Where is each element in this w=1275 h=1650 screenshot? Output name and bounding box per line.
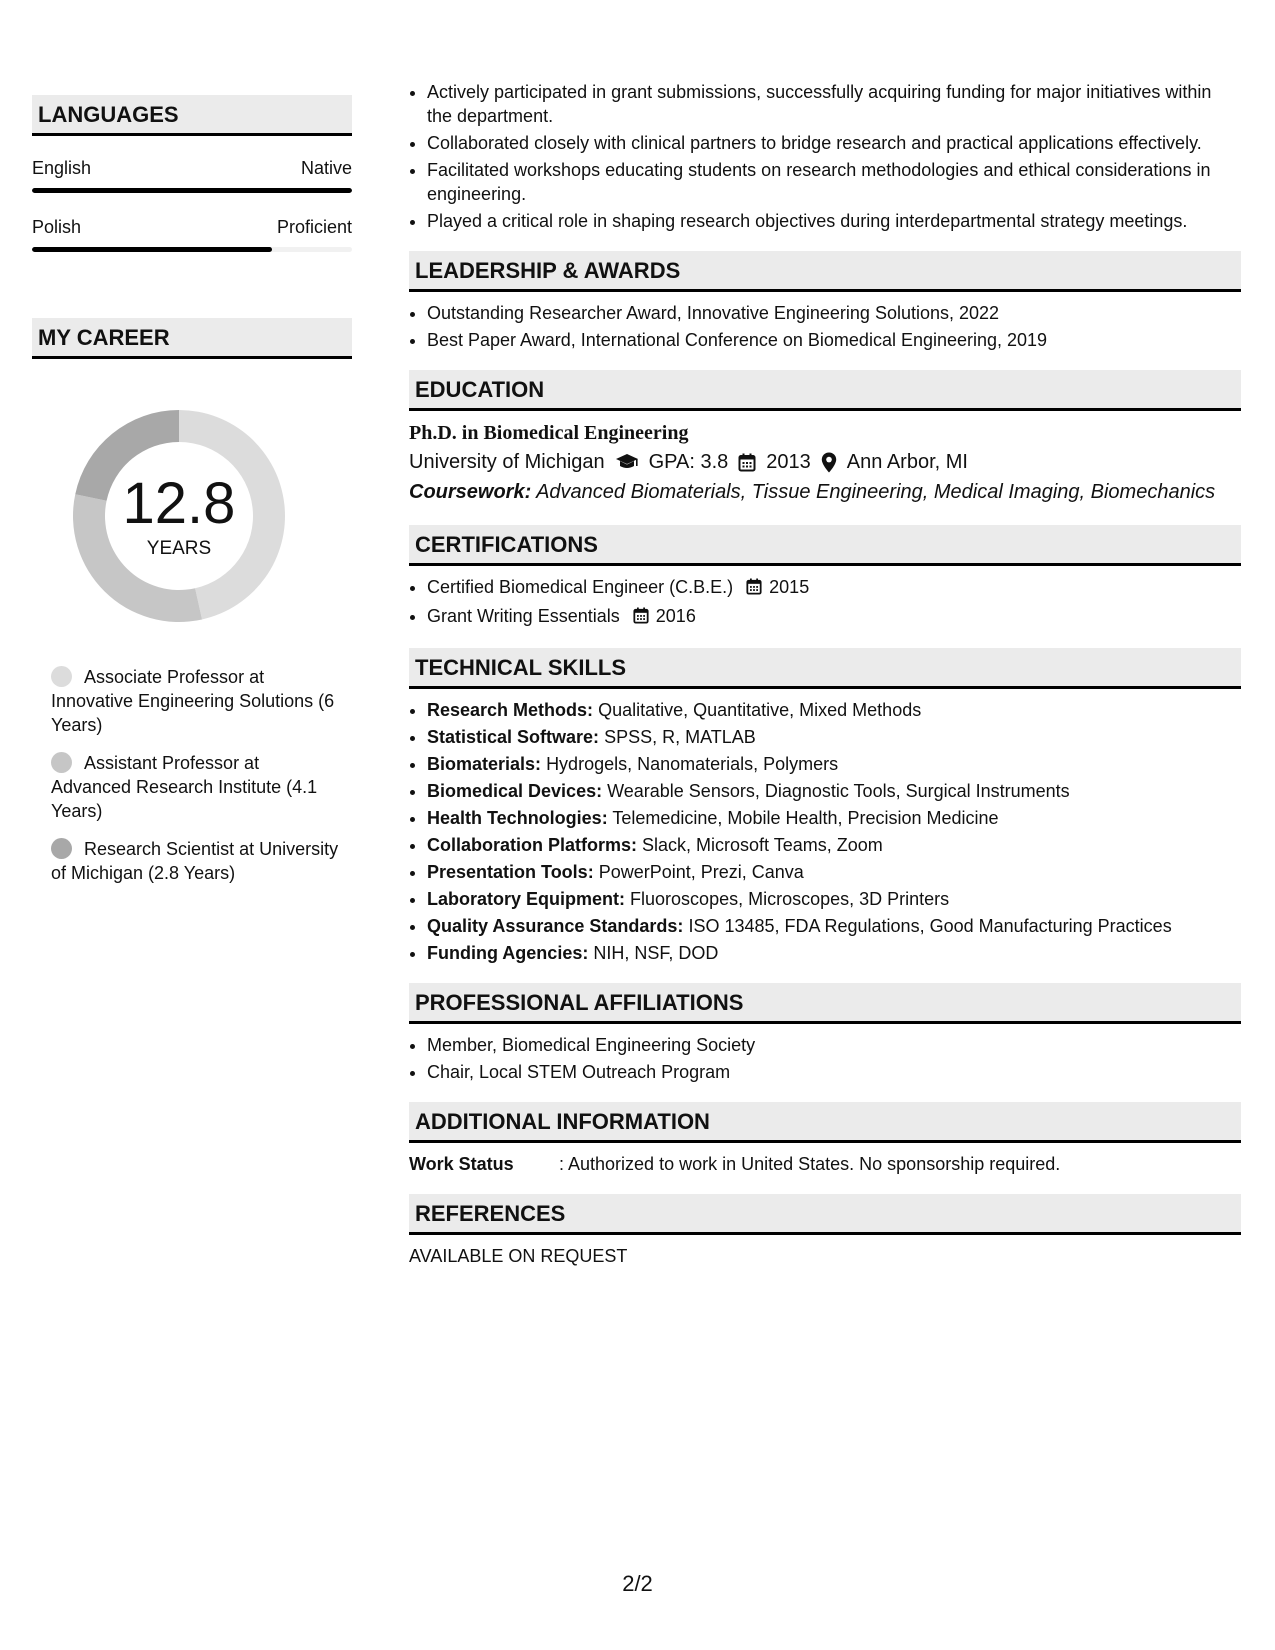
- languages-list: [32, 156, 352, 252]
- legend-item: [51, 837, 341, 885]
- certification-name: Certified Biomedical Engineer (C.B.E.): [427, 577, 734, 597]
- language-level: Native: [300, 158, 352, 178]
- skill-label: Quality Assurance Standards:: [427, 916, 684, 936]
- education-section: [409, 370, 1241, 507]
- skill-value: ISO 13485, FDA Regulations, Good Manufacturing Practices: [688, 916, 1172, 936]
- skill-label: Collaboration Platforms:: [427, 835, 638, 855]
- skill-item: [427, 725, 1241, 749]
- skill-item: [427, 779, 1241, 803]
- language-name: Polish: [32, 217, 82, 237]
- career-title: MY CAREER: [32, 318, 352, 359]
- skill-value: Slack, Microsoft Teams, Zoom: [642, 835, 883, 855]
- education-title: EDUCATION: [409, 370, 1241, 411]
- legend-dot: [51, 752, 72, 773]
- skills-list: [409, 698, 1241, 965]
- skill-value: Wearable Sensors, Diagnostic Tools, Surgical Instruments: [607, 781, 1070, 801]
- affiliation-item: • Member, Biomedical Engineering Society: [427, 1033, 1241, 1057]
- references-text: AVAILABLE ON REQUEST: [409, 1246, 628, 1266]
- skill-item: [427, 887, 1241, 911]
- skill-value: Hydrogels, Nanomaterials, Polymers: [546, 754, 839, 774]
- language-level: Proficient: [276, 217, 352, 237]
- language-proficiency-fill: [32, 247, 272, 252]
- additional-section: [409, 1102, 1241, 1176]
- skill-value: Telemedicine, Mobile Health, Precision Medicine: [612, 808, 999, 828]
- leadership-title: LEADERSHIP & AWARDS: [409, 251, 1241, 292]
- left-column: [32, 95, 352, 899]
- language-proficiency-bar: [32, 247, 352, 252]
- languages-section: [32, 95, 352, 252]
- skill-item: [427, 860, 1241, 884]
- donut-center: [66, 471, 292, 561]
- additional-title: ADDITIONAL INFORMATION: [409, 1102, 1241, 1143]
- language-proficiency-bar: [32, 188, 352, 193]
- page-number: 2/2: [622, 1571, 653, 1596]
- calendar-icon: [746, 577, 762, 601]
- skill-item: [427, 941, 1241, 965]
- skill-label: Biomedical Devices:: [427, 781, 603, 801]
- skill-label: Laboratory Equipment:: [427, 889, 626, 909]
- experience-bullets: [409, 80, 1241, 233]
- work-status-value: : Authorized to work in United States. No sponsorship required.: [559, 1154, 1061, 1174]
- legend-item: [51, 665, 341, 737]
- experience-bullet: • Played a critical role in shaping research objectives during interdepartmental strategy meetings.: [427, 209, 1241, 233]
- skill-value: Qualitative, Quantitative, Mixed Methods: [598, 700, 922, 720]
- leadership-section: [409, 251, 1241, 352]
- skill-item: [427, 698, 1241, 722]
- work-status-label: Work Status: [409, 1154, 514, 1174]
- calendar-icon: [633, 606, 649, 630]
- skill-value: Fluoroscopes, Microscopes, 3D Printers: [630, 889, 950, 909]
- skill-label: Health Technologies:: [427, 808, 608, 828]
- skill-label: Funding Agencies:: [427, 943, 589, 963]
- language-item: [32, 215, 352, 252]
- career-section: [32, 318, 352, 885]
- coursework-label: Coursework:: [409, 481, 532, 503]
- career-total-years: 12.8: [122, 471, 236, 536]
- education-meta: [409, 447, 1241, 477]
- language-proficiency-fill: [32, 188, 352, 193]
- skill-label: Statistical Software:: [427, 727, 600, 747]
- skill-item: [427, 833, 1241, 857]
- certification-year: 2016: [655, 606, 696, 626]
- certification-item: [427, 575, 1241, 601]
- certifications-title: CERTIFICATIONS: [409, 525, 1241, 566]
- skills-title: TECHNICAL SKILLS: [409, 648, 1241, 689]
- affiliations-list: [409, 1033, 1241, 1084]
- education-degree: Ph.D. in Biomedical Engineering: [409, 422, 689, 444]
- right-column: [409, 80, 1241, 1268]
- language-item: [32, 156, 352, 193]
- leadership-list: [409, 301, 1241, 352]
- references-title: REFERENCES: [409, 1194, 1241, 1235]
- education-coursework: [409, 477, 1241, 507]
- graduation-cap-icon: [615, 453, 639, 471]
- references-section: [409, 1194, 1241, 1268]
- legend-label: Assistant Professor at Advanced Research Institute (4.1 Years): [51, 753, 318, 821]
- legend-label: Associate Professor at Innovative Engineering Solutions (6 Years): [51, 667, 335, 735]
- legend-dot: [51, 666, 72, 687]
- certification-name: Grant Writing Essentials: [427, 606, 620, 626]
- certification-year: 2015: [769, 577, 810, 597]
- career-legend: [51, 665, 341, 885]
- education-year: 2013: [766, 451, 811, 473]
- legend-dot: [51, 838, 72, 859]
- certification-item: [427, 604, 1241, 630]
- skill-label: Biomaterials:: [427, 754, 542, 774]
- skill-label: Research Methods:: [427, 700, 594, 720]
- experience-bullet: • Actively participated in grant submissions, successfully acquiring funding for major initiatives within the department.: [427, 80, 1241, 128]
- career-total-unit: YEARS: [146, 538, 212, 559]
- experience-bullet: • Facilitated workshops educating students on research methodologies and ethical considerations in engineering.: [427, 158, 1241, 206]
- skills-section: [409, 648, 1241, 965]
- language-name: English: [32, 158, 92, 178]
- legend-item: [51, 751, 341, 823]
- work-status-row: [409, 1152, 1241, 1176]
- education-gpa: GPA: 3.8: [648, 451, 729, 473]
- map-pin-icon: [821, 452, 837, 473]
- affiliations-title: PROFESSIONAL AFFILIATIONS: [409, 983, 1241, 1024]
- career-donut-chart: [66, 403, 292, 629]
- skill-item: [427, 806, 1241, 830]
- skill-value: SPSS, R, MATLAB: [604, 727, 756, 747]
- calendar-icon: [738, 453, 756, 472]
- education-school: University of Michigan: [409, 451, 605, 473]
- certifications-list: [409, 575, 1241, 630]
- award-item: • Best Paper Award, International Conference on Biomedical Engineering, 2019: [427, 328, 1241, 352]
- education-location: Ann Arbor, MI: [846, 451, 968, 473]
- skill-label: Presentation Tools:: [427, 862, 594, 882]
- affiliations-section: [409, 983, 1241, 1084]
- skill-item: [427, 914, 1241, 938]
- certifications-section: [409, 525, 1241, 630]
- skill-item: [427, 752, 1241, 776]
- affiliation-item: • Chair, Local STEM Outreach Program: [427, 1060, 1241, 1084]
- award-item: • Outstanding Researcher Award, Innovative Engineering Solutions, 2022: [427, 301, 1241, 325]
- experience-bullet: • Collaborated closely with clinical partners to bridge research and practical applications effectively.: [427, 131, 1241, 155]
- coursework-value: Advanced Biomaterials, Tissue Engineering, Medical Imaging, Biomechanics: [536, 481, 1216, 503]
- legend-label: Research Scientist at University of Michigan (2.8 Years): [51, 839, 339, 883]
- skill-value: PowerPoint, Prezi, Canva: [598, 862, 804, 882]
- languages-title: LANGUAGES: [32, 95, 352, 136]
- skill-value: NIH, NSF, DOD: [593, 943, 719, 963]
